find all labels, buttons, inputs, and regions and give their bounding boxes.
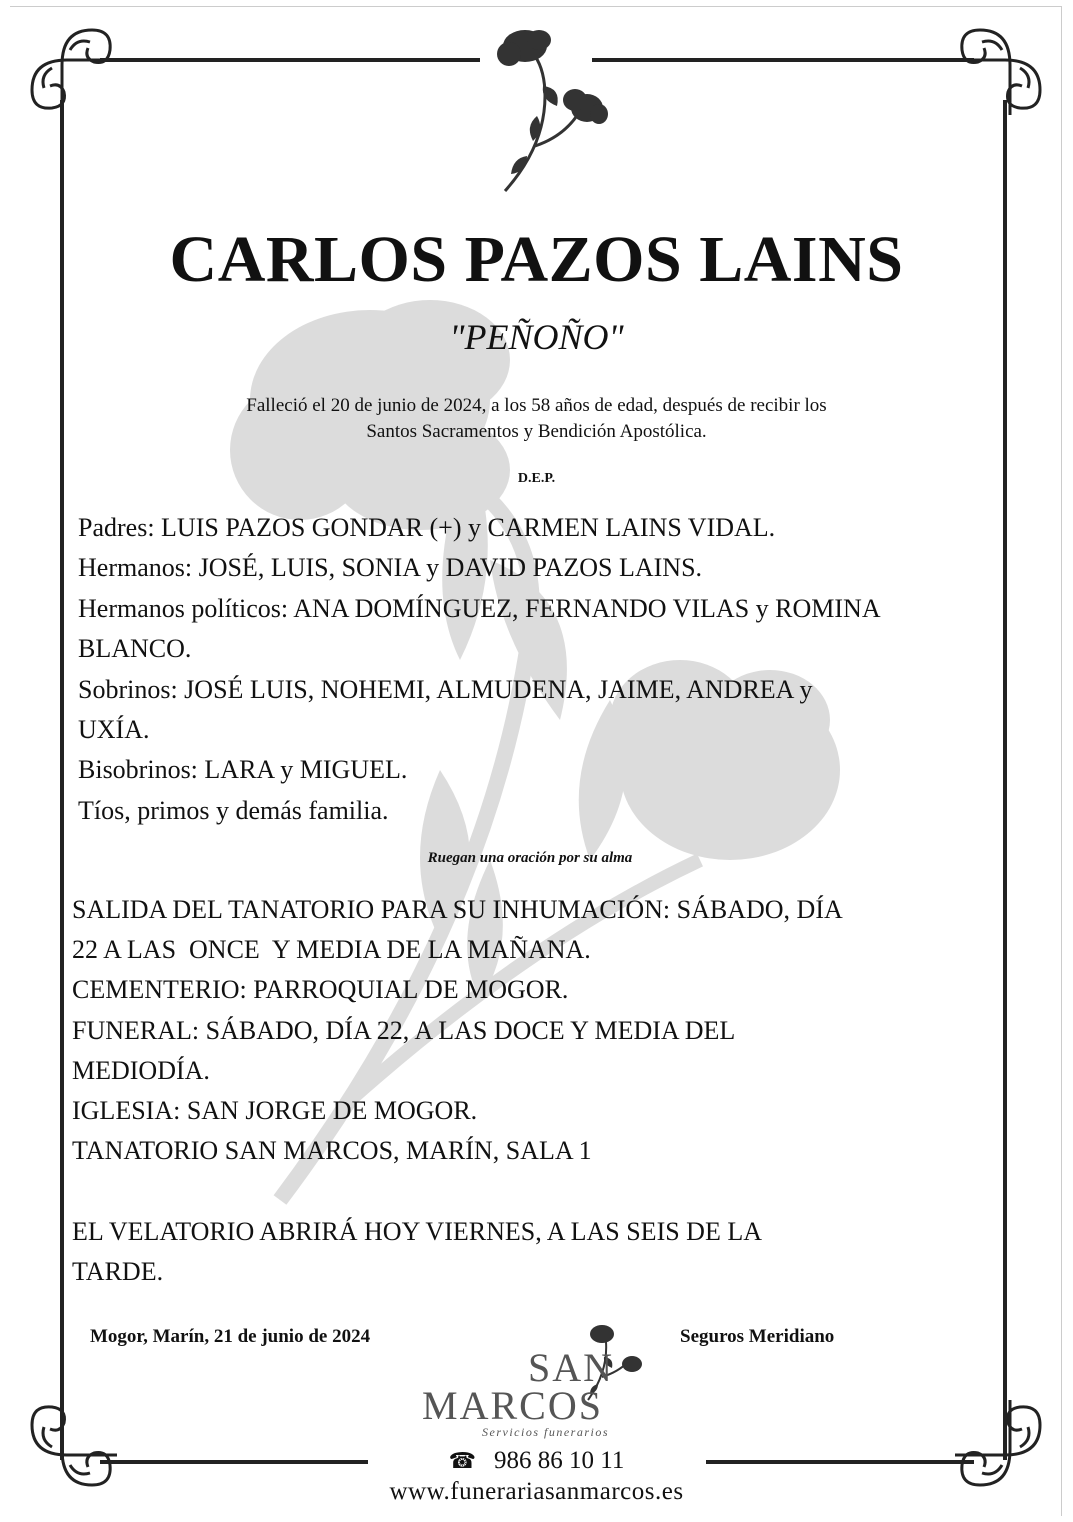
insurer: Seguros Meridiano <box>680 1326 835 1347</box>
logo-tagline: Servicios funerarios <box>482 1425 609 1439</box>
rip-label: D.E.P. <box>517 471 556 486</box>
frame-top-right <box>592 58 974 62</box>
death-notice-intro <box>150 393 923 445</box>
frame-top-left <box>100 58 480 62</box>
frame-right <box>1003 100 1007 1460</box>
family-line-in-laws-cont: BLANCO. <box>78 634 192 664</box>
family-line-siblings: Hermanos: JOSÉ, LUIS, SONIA y DAVID PAZOS LAINS. <box>78 553 703 583</box>
intro-line: Santos Sacramentos y Bendición Apostólica. <box>366 421 707 442</box>
family-line-parents: Padres: LUIS PAZOS GONDAR (+) y CARMEN LAINS VIDAL. <box>78 513 776 542</box>
spacer <box>72 1171 972 1211</box>
corner-ornament-top-left <box>22 20 122 120</box>
family-list <box>78 508 998 831</box>
detail-line: MEDIODÍA. <box>72 1055 210 1085</box>
logo-text-marcos: MARCOS <box>422 1383 603 1428</box>
san-marcos-logo <box>418 1322 658 1442</box>
family-line-grand-nephews: Bisobrinos: LARA y MIGUEL. <box>78 755 408 785</box>
top-flower-icon <box>495 26 610 196</box>
family-line-in-laws: Hermanos políticos: ANA DOMÍNGUEZ, FERNANDO VILAS y ROMINA <box>78 593 881 623</box>
phone-icon: ☎ <box>448 1448 477 1473</box>
intro-line: Falleció el 20 de junio de 2024, a los 58 años de edad, después de recibir los <box>246 395 827 416</box>
detail-line: FUNERAL: SÁBADO, DÍA 22, A LAS DOCE Y MEDIA DEL <box>72 1015 736 1045</box>
place-date: Mogor, Marín, 21 de junio de 2024 <box>90 1326 371 1347</box>
funeral-details <box>72 890 972 1292</box>
detail-line: TANATORIO SAN MARCOS, MARÍN, SALA 1 <box>72 1136 592 1166</box>
family-line-nephews: Sobrinos: JOSÉ LUIS, NOHEMI, ALMUDENA, JAIME, ANDREA y <box>78 674 813 704</box>
wake-line: EL VELATORIO ABRIRÁ HOY VIERNES, A LAS SEIS DE LA <box>72 1216 763 1246</box>
detail-line: SALIDA DEL TANATORIO PARA SU INHUMACIÓN: SÁBADO, DÍA <box>72 895 843 924</box>
phone-number[interactable]: 986 86 10 11 <box>494 1447 625 1474</box>
deceased-nickname: "PEÑOÑO" <box>449 317 624 357</box>
wake-line: TARDE. <box>72 1256 164 1286</box>
phone-row <box>0 1447 1073 1475</box>
detail-line: CEMENTERIO: PARROQUIAL DE MOGOR. <box>72 975 569 1005</box>
corner-ornament-top-right <box>950 20 1050 120</box>
prayer-request: Ruegan una oración por su alma <box>427 850 633 866</box>
family-line-others: Tíos, primos y demás familia. <box>78 795 389 825</box>
family-line-nephews-cont: UXÍA. <box>78 715 150 745</box>
website-link[interactable]: www.funerariasanmarcos.es <box>389 1478 684 1505</box>
detail-line: 22 A LAS ONCE Y MEDIA DE LA MAÑANA. <box>72 935 591 965</box>
detail-line: IGLESIA: SAN JORGE DE MOGOR. <box>72 1096 478 1126</box>
logo-text-san: SAN <box>528 1345 615 1390</box>
deceased-name: CARLOS PAZOS LAINS <box>169 223 904 296</box>
frame-left <box>60 100 64 1460</box>
